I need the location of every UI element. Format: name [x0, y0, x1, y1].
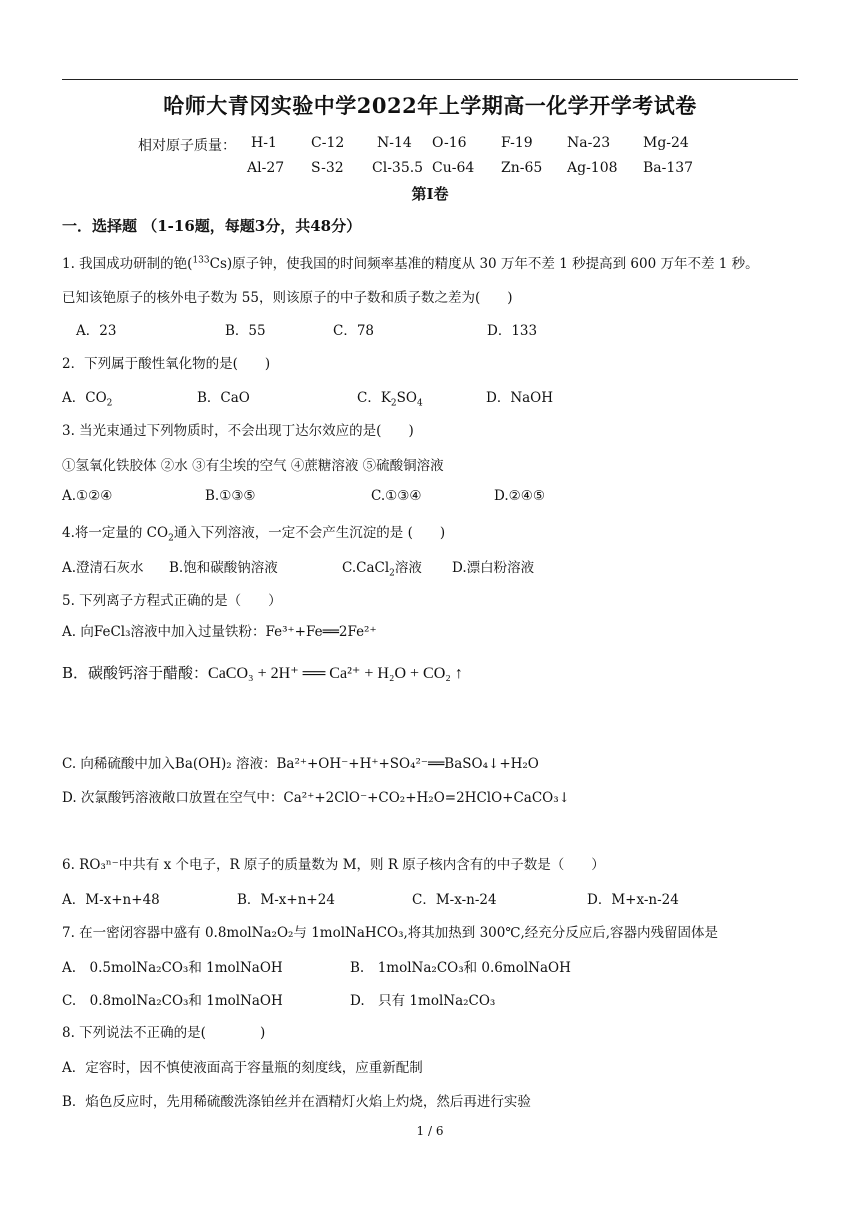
q6-option-c: C．M-x-n-24 [412, 892, 497, 908]
q3-option-a: A.①②④ [62, 488, 113, 504]
q6-option-d: D．M+x-n-24 [587, 892, 679, 908]
q7-option-b: B. 1molNa₂CO₃和 0.6molNaOH [350, 960, 571, 976]
q2-option-b: B．CaO [197, 390, 250, 406]
q6-option-a: A．M-x+n+48 [62, 892, 160, 908]
atomic-mass-n: N-14 [377, 135, 412, 151]
q4-stem: 4.将一定量的 $CO_2$通入下列溶液，一定不会产生沉淀的是 ( ) [62, 525, 446, 544]
q1-option-b: B．55 [225, 323, 266, 339]
q8-stem: 8. 下列说法不正确的是( ) [62, 1025, 266, 1041]
q5-option-a: A. 向FeCl₃溶液中加入过量铁粉：Fe³⁺+Fe══2Fe²⁺ [62, 624, 377, 640]
q3-option-b: B.①③⑤ [205, 488, 256, 504]
q3-items: ①氢氧化铁胶体 ②水 ③有尘埃的空气 ④蔗糖溶液 ⑤硫酸铜溶液 [62, 458, 444, 474]
atomic-mass-c: C-12 [311, 135, 345, 151]
atomic-mass-s: S-32 [311, 160, 344, 176]
atomic-mass-zn: Zn-65 [501, 160, 543, 176]
q5-option-c: C. 向稀硫酸中加入Ba(OH)₂ 溶液：Ba²⁺+OH⁻+H⁺+SO₄²⁻══BaSO₄↓+H₂O [62, 756, 539, 772]
q7-option-d: D. 只有 1molNa₂CO₃ [350, 993, 496, 1009]
q1-option-d: D．133 [487, 323, 538, 339]
atomic-mass-label: 相对原子质量： [138, 138, 236, 154]
q8-option-b: B．焰色反应时，先用稀硫酸洗涤铂丝并在酒精灯火焰上灼烧，然后再进行实验 [62, 1094, 531, 1110]
atomic-mass-ba: Ba-137 [643, 160, 694, 176]
q2-option-a: A．$CO_2$ [62, 390, 113, 409]
q6-option-b: B．M-x+n+24 [237, 892, 335, 908]
section-heading: 一．选择题 （1-16题，每题3分，共48分） [62, 217, 362, 235]
q4-option-c: C.CaCl$_2$溶液 [342, 560, 422, 579]
atomic-mass-na: Na-23 [567, 135, 611, 151]
q7-option-c: C. 0.8molNa₂CO₃和 1molNaOH [62, 993, 283, 1009]
q4-option-d: D.漂白粉溶液 [452, 560, 535, 576]
q5-stem: 5. 下列离子方程式正确的是（ ） [62, 593, 282, 609]
atomic-mass-al: Al-27 [247, 160, 285, 176]
q4-option-a: A.澄清石灰水 [62, 560, 144, 576]
q1-option-c: C．78 [333, 323, 375, 339]
header-rule [62, 79, 798, 80]
atomic-mass-cu: Cu-64 [432, 160, 475, 176]
atomic-mass-h: H-1 [251, 135, 277, 151]
q1-stem-line1: 1. 我国成功研制的铯($^{133}$Cs)原子钟，使我国的时间频率基准的精度从 30 万年不差 1 秒提高到 600 万年不差 1 秒。 [62, 255, 759, 272]
q1-option-a: A．23 [76, 323, 117, 339]
q3-option-d: D.②④⑤ [494, 488, 545, 504]
q3-stem: 3. 当光束通过下列物质时，不会出现丁达尔效应的是( ) [62, 423, 414, 439]
q5-option-b: B．碳酸钙溶于醋酸：CaCO₃ + 2H⁺ ══ Ca²⁺ + H₂O + CO₂ ↑ [62, 664, 463, 682]
q6-stem: 6. RO₃ⁿ⁻中共有 x 个电子，R 原子的质量数为 M，则 R 原子核内含有的中子数是（ ） [62, 857, 605, 873]
q5-option-b-formula: CaCO₃ + 2H⁺ ══ Ca²⁺ + H₂O + CO₂ ↑ [208, 665, 463, 682]
q4-option-b: B.饱和碳酸钠溶液 [169, 560, 278, 576]
q2-option-c: C．$K_2SO_4$ [357, 390, 423, 409]
volume-label: 第Ⅰ卷 [411, 185, 449, 203]
q1-stem-line2: 已知该铯原子的核外电子数为 55，则该原子的中子数和质子数之差为( ) [62, 290, 513, 306]
atomic-mass-o: O-16 [432, 135, 467, 151]
q7-option-a: A. 0.5molNa₂CO₃和 1molNaOH [62, 960, 283, 976]
q2-stem: 2．下列属于酸性氧化物的是( ) [62, 356, 271, 372]
q8-option-a: A．定容时，因不慎使液面高于容量瓶的刻度线，应重新配制 [62, 1060, 423, 1076]
atomic-mass-f: F-19 [501, 135, 533, 151]
atomic-mass-mg: Mg-24 [643, 135, 689, 151]
atomic-mass-cl: Cl-35.5 [372, 160, 424, 176]
atomic-mass-ag: Ag-108 [567, 160, 618, 176]
q3-option-c: C.①③④ [371, 488, 422, 504]
q7-stem: 7. 在一密闭容器中盛有 0.8molNa₂O₂与 1molNaHCO₃,将其加热到 300℃,经充分反应后,容器内残留固体是 [62, 925, 719, 941]
page-number: 1 / 6 [416, 1124, 444, 1138]
q5-option-d: D. 次氯酸钙溶液敞口放置在空气中：Ca²⁺+2ClO⁻+CO₂+H₂O=2HClO+CaCO₃↓ [62, 790, 570, 806]
q2-option-d: D．NaOH [486, 390, 554, 406]
exam-title: 哈师大青冈实验中学2022年上学期高一化学开学考试卷 [163, 93, 697, 118]
